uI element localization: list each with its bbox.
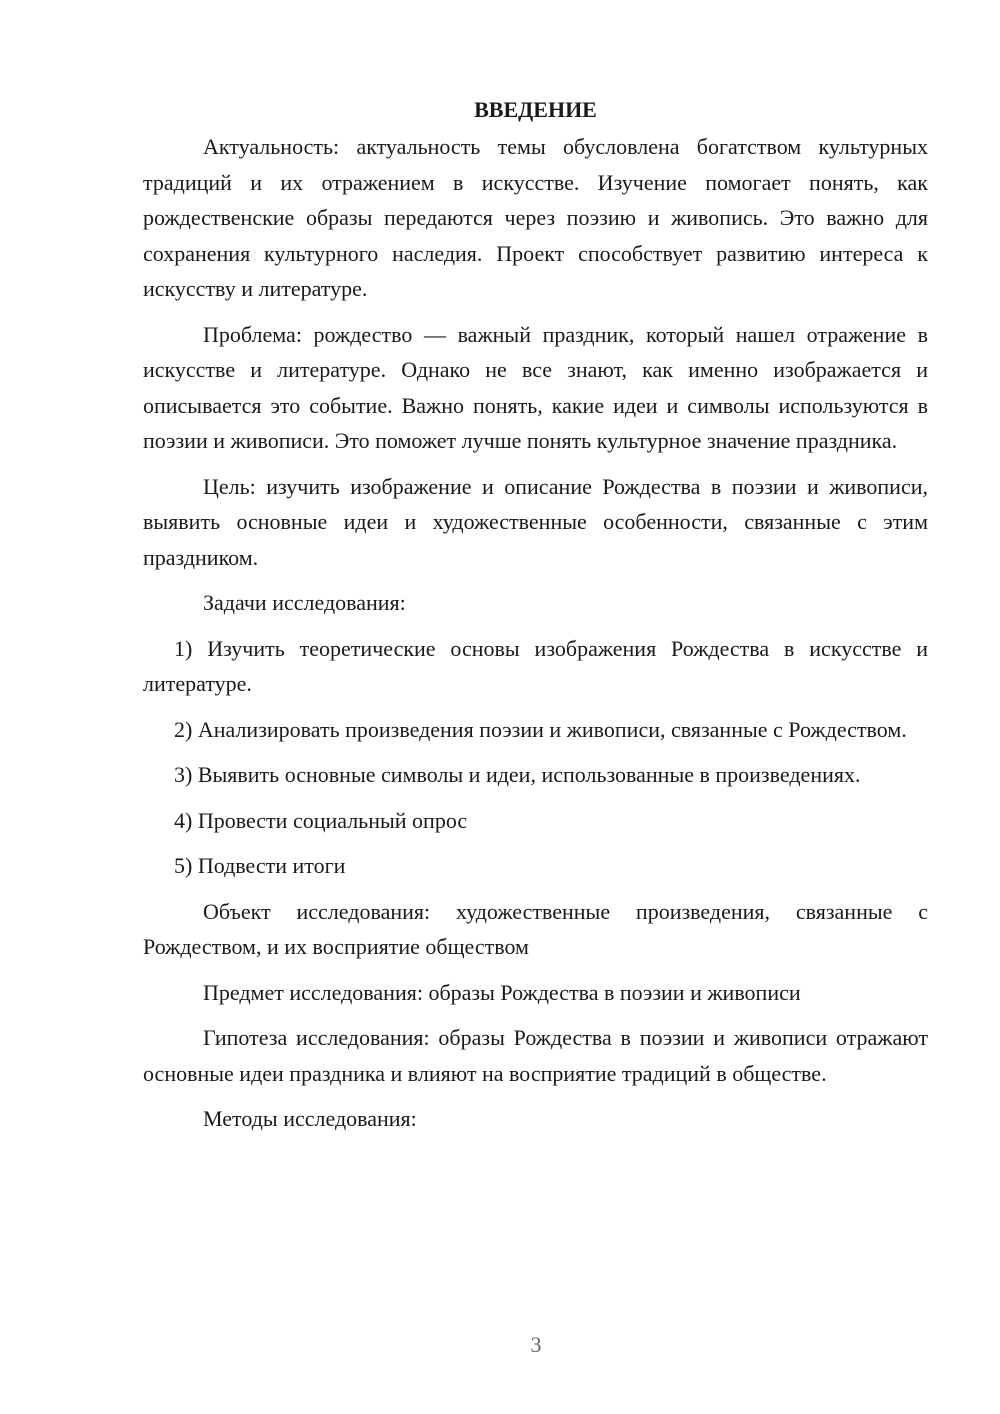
goal-paragraph: Цель: изучить изображение и описание Рождества в поэзии и живописи, выявить основные идеи и художественные особенности, связанные с этим праздником. — [143, 473, 928, 570]
page-number: 3 — [530, 1332, 542, 1357]
tasks-heading: Задачи исследования: — [203, 590, 406, 615]
task-item-4: 4) Провести социальный опрос — [174, 807, 468, 833]
task-item-3: 3) Выявить основные символы и идеи, использованные в произведениях. — [174, 762, 861, 787]
document-page — [143, 92, 928, 1147]
methods-heading: Методы исследования: — [203, 1106, 417, 1131]
section-title: ВВЕДЕНИЕ — [474, 97, 597, 122]
hypothesis-paragraph: Гипотеза исследования: образы Рождества в поэзии и живописи отражают основные идеи праздника и влияют на восприятие традиций в обществе. — [143, 1025, 928, 1086]
subject-paragraph: Предмет исследования: образы Рождества в поэзии и живописи — [203, 979, 801, 1005]
task-item-1: 1) Изучить теоретические основы изображения Рождества в искусстве и литературе. — [143, 635, 928, 696]
task-item-5: 5) Подвести итоги — [174, 853, 346, 878]
task-item-2: 2) Анализировать произведения поэзии и живописи, связанные с Рождеством. — [174, 716, 907, 742]
object-paragraph: Объект исследования: художественные произведения, связанные с Рождеством, и их восприятие обществом — [143, 898, 928, 959]
problem-paragraph: Проблема: рождество — важный праздник, который нашел отражение в искусстве и литературе. Однако не все знают, как именно изображается и описывается это событие. Важно понять, какие идеи и символы используются в поэзии и живописи. Это поможет лучше понять культурное значение праздника. — [143, 321, 928, 453]
relevance-paragraph: Актуальность: актуальность темы обусловлена богатством культурных традиций и их отражением в искусстве. Изучение помогает понять, как рождественские образы передаются через поэзию и живопись. Это важно для сохранения культурного наследия. Проект способствует развитию интереса к искусству и литературе. — [143, 134, 928, 301]
